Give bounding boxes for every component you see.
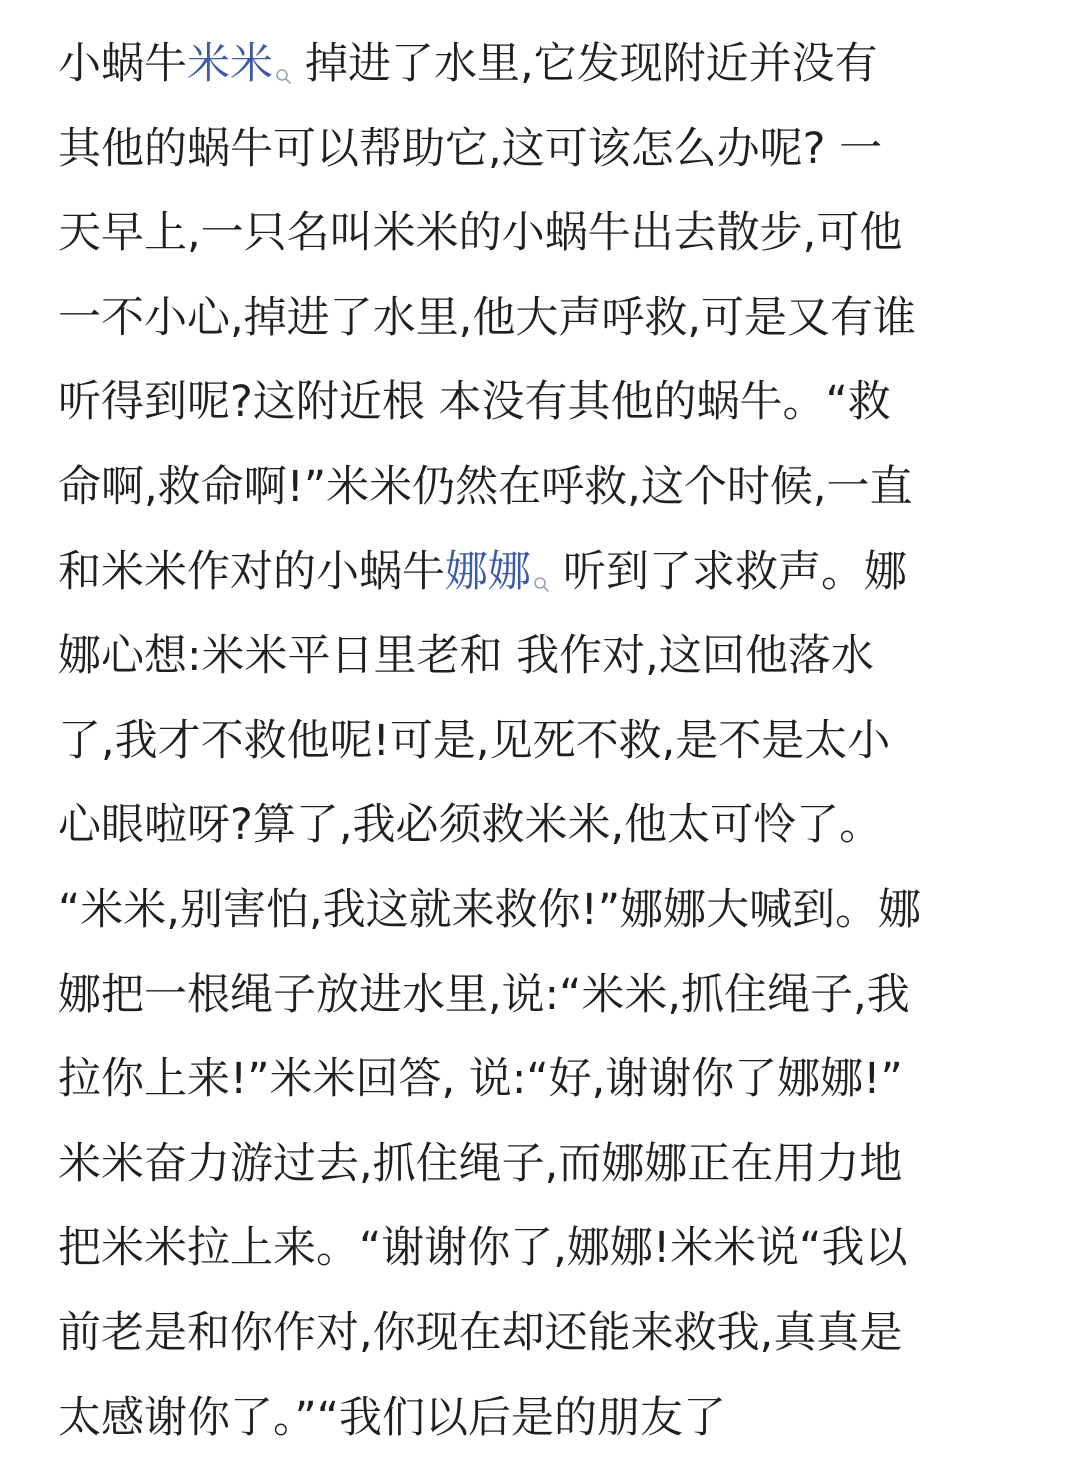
keyword-link-mimi[interactable]: 米米 (187, 39, 273, 89)
article-line-5: 听得到呢?这附近根 本没有其他的蜗牛。“救 (58, 377, 891, 428)
article-line-9: 了,我才不救他呢!可是,见死不救,是不是太小 (58, 715, 891, 766)
article-line-14: 米米奋力游过去,抓住绳子,而娜娜正在用力地 (58, 1138, 903, 1189)
article-line-16: 前老是和你作对,你现在却还能来救我,真真是 (58, 1307, 903, 1358)
line-text: 听到了求救声。娜 (563, 546, 907, 597)
article-line-17: 太感谢你了。”“我们以后是的朋友了 (58, 1392, 727, 1443)
line-text: 和米米作对的小蜗牛 (58, 546, 445, 597)
article-line-10: 心眼啦呀?算了,我必须救米米,他太可怜了。 (58, 800, 883, 851)
article-line-8: 娜心想:米米平日里老和 我作对,这回他落水 (58, 631, 874, 682)
search-icon[interactable] (533, 538, 551, 556)
article-line-13: 拉你上来!”米米回答, 说:“好,谢谢你了娜娜!” (58, 1054, 903, 1105)
article-line-7 (58, 530, 1028, 615)
article-body (58, 22, 1028, 1460)
article-line-6: 命啊,救命啊!”米米仍然在呼救,这个时候,一直 (58, 461, 913, 512)
search-icon[interactable] (275, 30, 293, 48)
article-line-3: 天早上,一只名叫米米的小蜗牛出去散步,可他 (58, 208, 903, 259)
article-line-2: 其他的蜗牛可以帮助它,这可该怎么办呢? 一 (58, 123, 883, 174)
line-text: 小蜗牛 (58, 39, 187, 89)
article-line-15: 把米米拉上来。“谢谢你了,娜娜!米米说“我以 (58, 1223, 908, 1274)
article-line-4: 一不小心,掉进了水里,他大声呼救,可是又有谁 (58, 292, 917, 343)
article-line-11: “米米,别害怕,我这就来救你!”娜娜大喊到。娜 (58, 884, 922, 935)
article-line-1 (58, 22, 1028, 107)
line-text: 掉进了水里,它发现附近并没有 (305, 39, 878, 89)
article-line-12: 娜把一根绳子放进水里,说:“米米,抓住绳子,我 (58, 969, 910, 1020)
keyword-link-nana[interactable]: 娜娜 (445, 546, 531, 597)
